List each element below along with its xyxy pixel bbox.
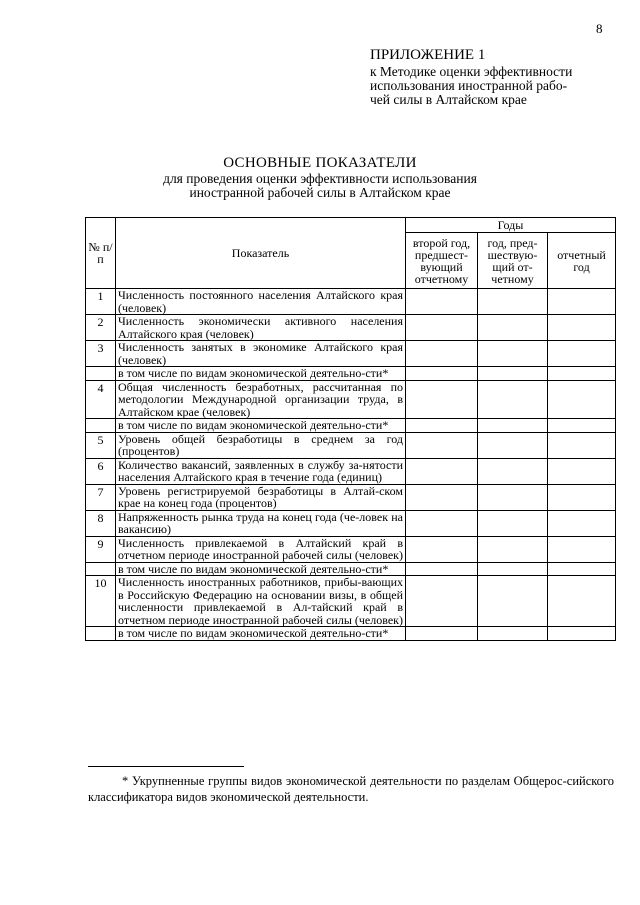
row-number: 6 (86, 458, 116, 484)
header-year-col: год, пред-шествую-щий от-четному (478, 233, 548, 289)
row-indicator: Уровень общей безработицы в среднем за год (процентов) (116, 432, 406, 458)
header-year-col: второй год, предшест-вующий отчетному (406, 233, 478, 289)
value-cell (406, 380, 478, 419)
row-number: 3 (86, 341, 116, 367)
table-row (86, 432, 616, 458)
value-cell (478, 484, 548, 510)
row-indicator: Численность иностранных работников, прибы-вающих в Российскую Федерацию на основании визы, в общей численности привлекаемой в Ал-тайский край в отчетном периоде иностранной рабочей силы (человек) (116, 576, 406, 627)
table-row (86, 510, 616, 536)
title-sub: иностранной рабочей силы в Алтайском крае (189, 185, 451, 200)
row-number: 7 (86, 484, 116, 510)
value-cell (478, 458, 548, 484)
value-cell (478, 510, 548, 536)
row-indicator: в том числе по видам экономической деятельно-сти* (116, 562, 406, 576)
value-cell (406, 576, 478, 627)
value-cell (406, 510, 478, 536)
value-cell (478, 289, 548, 315)
footnote-divider (88, 766, 244, 767)
value-cell (548, 341, 616, 367)
row-indicator: Уровень регистрируемой безработицы в Алтай-ском крае на конец года (процентов) (116, 484, 406, 510)
table-row (86, 341, 616, 367)
value-cell (548, 315, 616, 341)
row-number: 1 (86, 289, 116, 315)
table-row (86, 367, 616, 381)
table-row (86, 536, 616, 562)
row-number: 9 (86, 536, 116, 562)
row-number: 8 (86, 510, 116, 536)
table-row (86, 484, 616, 510)
row-indicator: в том числе по видам экономической деятельно-сти* (116, 367, 406, 381)
row-indicator: Общая численность безработных, рассчитанная по методологии Международной организации труда, в Алтайском крае (человек) (116, 380, 406, 419)
row-indicator: Численность занятых в экономике Алтайского края (человек) (116, 341, 406, 367)
value-cell (406, 627, 478, 641)
value-cell (406, 562, 478, 576)
value-cell (548, 367, 616, 381)
table-row (86, 419, 616, 433)
table-row (86, 380, 616, 419)
value-cell (548, 562, 616, 576)
value-cell (548, 432, 616, 458)
row-number: 4 (86, 380, 116, 419)
row-indicator: в том числе по видам экономической деятельно-сти* (116, 419, 406, 433)
row-indicator: Численность постоянного населения Алтайского края (человек) (116, 289, 406, 315)
page-number: 8 (596, 21, 603, 36)
appendix-line: использования иностранной рабо- (370, 78, 568, 93)
table-row (86, 562, 616, 576)
appendix-line: чей силы в Алтайском крае (370, 92, 527, 107)
row-number (86, 562, 116, 576)
value-cell (548, 419, 616, 433)
value-cell (548, 510, 616, 536)
title-main: ОСНОВНЫЕ ПОКАЗАТЕЛИ (223, 155, 417, 171)
value-cell (406, 341, 478, 367)
value-cell (478, 315, 548, 341)
value-cell (548, 458, 616, 484)
appendix-block (370, 47, 620, 107)
value-cell (406, 289, 478, 315)
table-row (86, 315, 616, 341)
row-indicator: в том числе по видам экономической деятельно-сти* (116, 627, 406, 641)
row-number (86, 627, 116, 641)
appendix-line: к Методике оценки эффективности (370, 64, 573, 79)
value-cell (548, 576, 616, 627)
value-cell (478, 419, 548, 433)
value-cell (548, 289, 616, 315)
row-number: 5 (86, 432, 116, 458)
value-cell (478, 367, 548, 381)
header-year-col: отчетный год (548, 233, 616, 289)
value-cell (548, 484, 616, 510)
value-cell (478, 576, 548, 627)
indicators-table (85, 217, 616, 641)
value-cell (478, 341, 548, 367)
appendix-title: ПРИЛОЖЕНИЕ 1 (370, 47, 486, 63)
table-row (86, 576, 616, 627)
table-row (86, 627, 616, 641)
value-cell (478, 627, 548, 641)
value-cell (548, 380, 616, 419)
row-indicator: Количество вакансий, заявленных в службу за-нятости населения Алтайского края в течение года (единиц) (116, 458, 406, 484)
table-row (86, 458, 616, 484)
row-number (86, 367, 116, 381)
header-indicator: Показатель (116, 218, 406, 289)
value-cell (406, 315, 478, 341)
value-cell (478, 432, 548, 458)
row-number: 10 (86, 576, 116, 627)
value-cell (406, 432, 478, 458)
row-number (86, 419, 116, 433)
row-number: 2 (86, 315, 116, 341)
value-cell (406, 367, 478, 381)
value-cell (478, 380, 548, 419)
title-sub: для проведения оценки эффективности использования (163, 171, 477, 186)
row-indicator: Численность экономически активного населения Алтайского края (человек) (116, 315, 406, 341)
header-num: № п/п (86, 218, 116, 289)
value-cell (406, 484, 478, 510)
value-cell (548, 627, 616, 641)
table-row (86, 289, 616, 315)
value-cell (548, 536, 616, 562)
footnote: * Укрупненные группы видов экономической деятельности по разделам Общерос-сийского классификатора видов экономической деятельности. (88, 774, 614, 804)
value-cell (478, 536, 548, 562)
row-indicator: Численность привлекаемой в Алтайский край в отчетном периоде иностранной рабочей силы (человек) (116, 536, 406, 562)
value-cell (406, 458, 478, 484)
document-title (0, 155, 640, 200)
row-indicator: Напряженность рынка труда на конец года (че-ловек на вакансию) (116, 510, 406, 536)
value-cell (406, 419, 478, 433)
value-cell (406, 536, 478, 562)
header-years: Годы (406, 218, 616, 233)
value-cell (478, 562, 548, 576)
